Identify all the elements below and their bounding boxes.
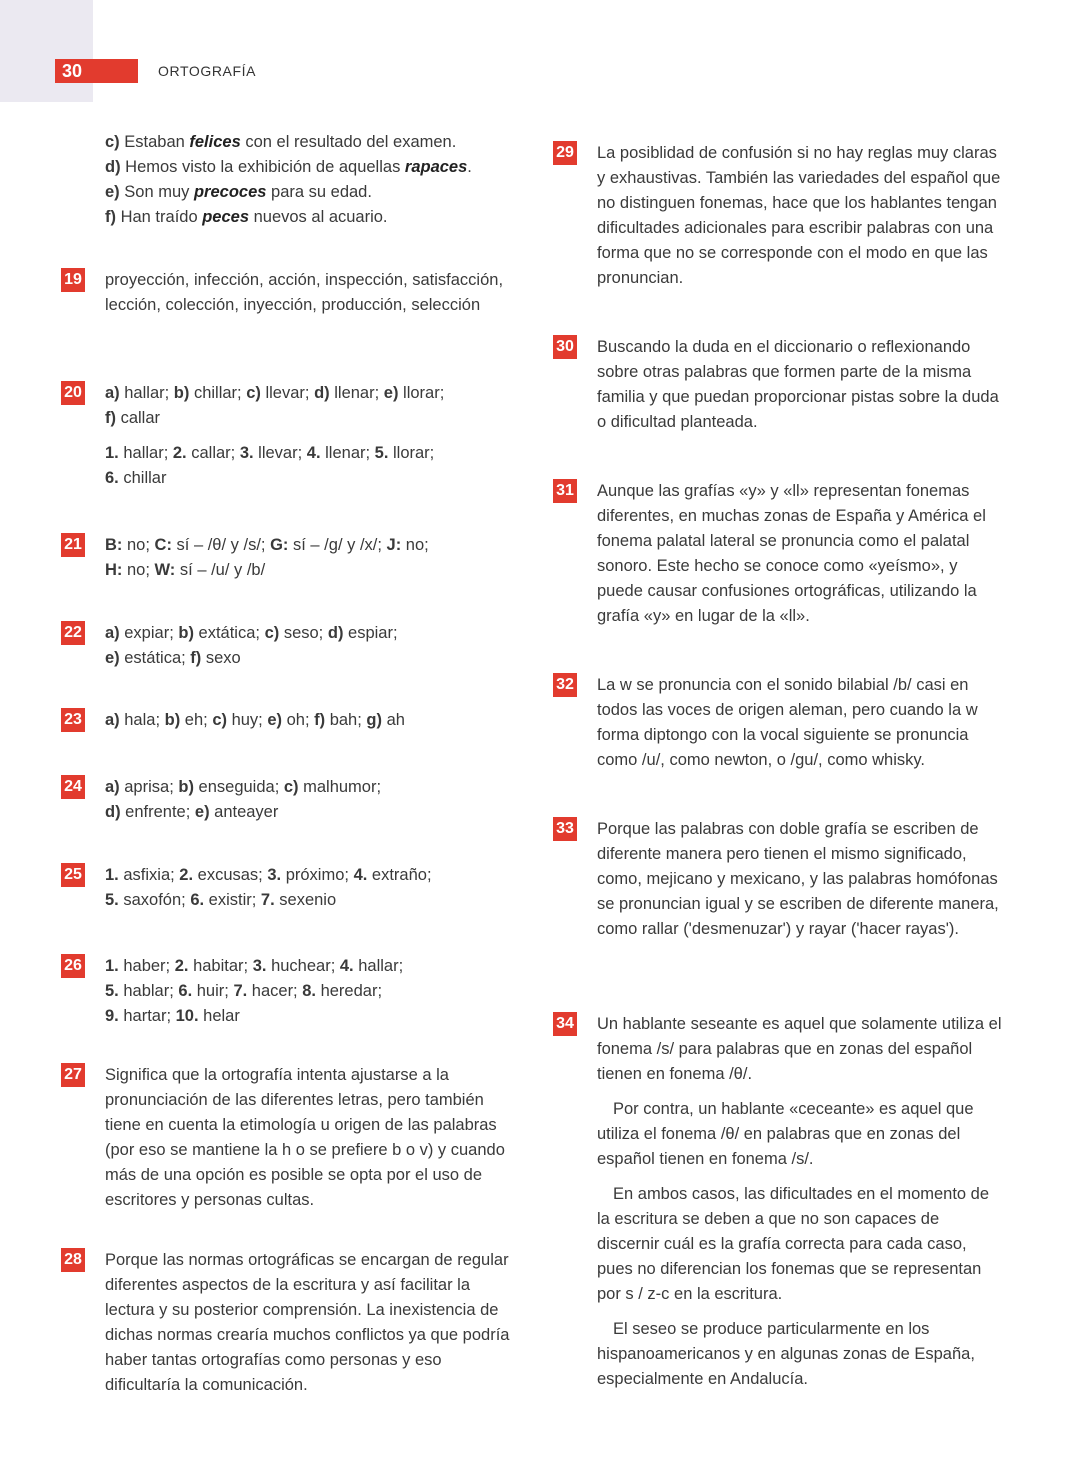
- section-title: ORTOGRAFÍA: [158, 63, 257, 79]
- answer-23: [61, 708, 511, 743]
- answer-text: 1. haber; 2. habitar; 3. huchear; 4. hallar; 5. hablar; 6. huir; 7. hacer; 8. heredar; 9. hartar; 10. helar: [105, 957, 404, 1025]
- answer-19: [61, 268, 511, 328]
- answer-22: [61, 621, 511, 681]
- answer-29: [553, 141, 1003, 301]
- answer-line-c: c) Estaban felices con el resultado del examen.: [105, 133, 457, 151]
- answer-text: 1. asfixia; 2. excusas; 3. próximo; 4. extraño; 5. saxofón; 6. existir; 7. sexenio: [105, 866, 432, 909]
- answer-number-badge: 32: [553, 673, 577, 697]
- answer-28: [61, 1248, 511, 1408]
- answer-number-badge: 28: [61, 1248, 85, 1272]
- answer-text: Significa que la ortografía intenta ajustarse a la pronunciación de las diferentes letras, pero también tiene en cuenta la etimología u origen de las palabras (por eso se mantiene la h o se prefiere b o v) y cuando más de una opción es posible se opta por el uso de escritores y personas cultas.: [105, 1066, 505, 1209]
- answer-text: proyección, infección, acción, inspección, satisfacción, lección, colección, inyección, producción, selección: [105, 271, 504, 314]
- answer-32: [553, 673, 1003, 783]
- answer-21: [61, 533, 511, 593]
- answer-text: a) hallar; b) chillar; c) llevar; d) llenar; e) llorar; f) callar: [105, 384, 445, 427]
- answer-text: a) aprisa; b) enseguida; c) malhumor; d) enfrente; e) anteayer: [105, 778, 382, 821]
- answer-text: Buscando la duda en el diccionario o reflexionando sobre otras palabras que formen parte de la misma familia y que puedan proporcionar pistas sobre la duda o dificultad planteada.: [597, 338, 999, 431]
- answer-18-continued: [61, 130, 511, 230]
- answer-34: [553, 1012, 1003, 1402]
- answer-number-badge: 23: [61, 708, 85, 732]
- answer-31: [553, 479, 1003, 639]
- answer-number-badge: 27: [61, 1063, 85, 1087]
- answer-text: Porque las normas ortográficas se encargan de regular diferentes aspectos de la escritura y así facilitar la lectura y su posterior comprensión. La inexistencia de dichas normas crearía muchos conflictos ya que podría haber tantas ortografías como personas y eso dificultaría la comunicación.: [105, 1251, 510, 1394]
- answer-number-badge: 24: [61, 775, 85, 799]
- answer-line-f: f) Han traído peces nuevos al acuario.: [105, 208, 388, 226]
- answer-number-badge: 31: [553, 479, 577, 503]
- answer-30: [553, 335, 1003, 445]
- page-corner-tab: [0, 0, 93, 102]
- answer-number-badge: 33: [553, 817, 577, 841]
- answer-number-badge: 34: [553, 1012, 577, 1036]
- answer-27: [61, 1063, 511, 1223]
- answer-number-badge: 30: [553, 335, 577, 359]
- answer-20: [61, 381, 511, 501]
- answer-24: [61, 775, 511, 835]
- answer-text: En ambos casos, las dificultades en el momento de la escritura se deben a que no son capaces de discernir cuál es la grafía correcta para cada caso, pues no diferencian los fonemas que se representan por s / z-c en la escritura.: [597, 1185, 990, 1303]
- answer-text: Un hablante seseante es aquel que solamente utiliza el fonema /s/ para palabras que en zonas del español tienen en fonema /θ/.: [597, 1015, 1002, 1083]
- answer-line-d: d) Hemos visto la exhibición de aquellas rapaces.: [105, 158, 472, 176]
- answer-text: El seseo se produce particularmente en los hispanoamericanos y en algunas zonas de España, especialmente en Andalucía.: [597, 1320, 975, 1388]
- answer-26: [61, 954, 511, 1039]
- answer-text: 1. hallar; 2. callar; 3. llevar; 4. llenar; 5. llorar; 6. chillar: [105, 444, 435, 487]
- answer-line-e: e) Son muy precoces para su edad.: [105, 183, 372, 201]
- page-number: 30: [55, 59, 138, 83]
- answer-25: [61, 863, 511, 923]
- answer-number-badge: 22: [61, 621, 85, 645]
- answer-number-badge: 26: [61, 954, 85, 978]
- answer-text: a) hala; b) eh; c) huy; e) oh; f) bah; g) ah: [105, 711, 405, 729]
- answer-number-badge: 19: [61, 268, 85, 292]
- answer-text: La posiblidad de confusión si no hay reglas muy claras y exhaustivas. También las variedades del español que no distinguen fonemas, hace que los hablantes tengan dificultades adicionales para escribir palabras con una forma que no se corresponde con el modo en que las pronuncian.: [597, 144, 1001, 287]
- answer-text: Por contra, un hablante «ceceante» es aquel que utiliza el fonema /θ/ en palabras que en zonas del español tienen en fonema /s/.: [597, 1100, 974, 1168]
- answer-text: B: no; C: sí – /θ/ y /s/; G: sí – /g/ y /x/; J: no; H: no; W: sí – /u/ y /b/: [105, 536, 429, 579]
- answer-text: Aunque las grafías «y» y «ll» representan fonemas diferentes, en muchas zonas de España y América el fonema palatal lateral se pronuncia como el palatal sonoro. Este hecho se conoce como «yeísmo», y puede causar confusiones ortográficas, utilizando la grafía «y» en lugar de la «ll».: [597, 482, 986, 625]
- answer-number-badge: 21: [61, 533, 85, 557]
- answer-text: Porque las palabras con doble grafía se escriben de diferente manera pero tienen el mismo significado, como, mejicano y mexicano, y las palabras homófonas se pronuncian igual y se escriben de diferente manera, como rallar ('desmenuzar') y rayar ('hacer rayas').: [597, 820, 999, 938]
- answer-33: [553, 817, 1003, 952]
- answer-text: a) expiar; b) extática; c) seso; d) espiar; e) estática; f) sexo: [105, 624, 398, 667]
- answer-text: La w se pronuncia con el sonido bilabial /b/ casi en todos las voces de origen aleman, pero cuando la w forma diptongo con la vocal siguiente se pronuncia como /u/, como newton, o /gu/, como whisky.: [597, 676, 978, 769]
- answer-number-badge: 29: [553, 141, 577, 165]
- answer-number-badge: 20: [61, 381, 85, 405]
- answer-number-badge: 25: [61, 863, 85, 887]
